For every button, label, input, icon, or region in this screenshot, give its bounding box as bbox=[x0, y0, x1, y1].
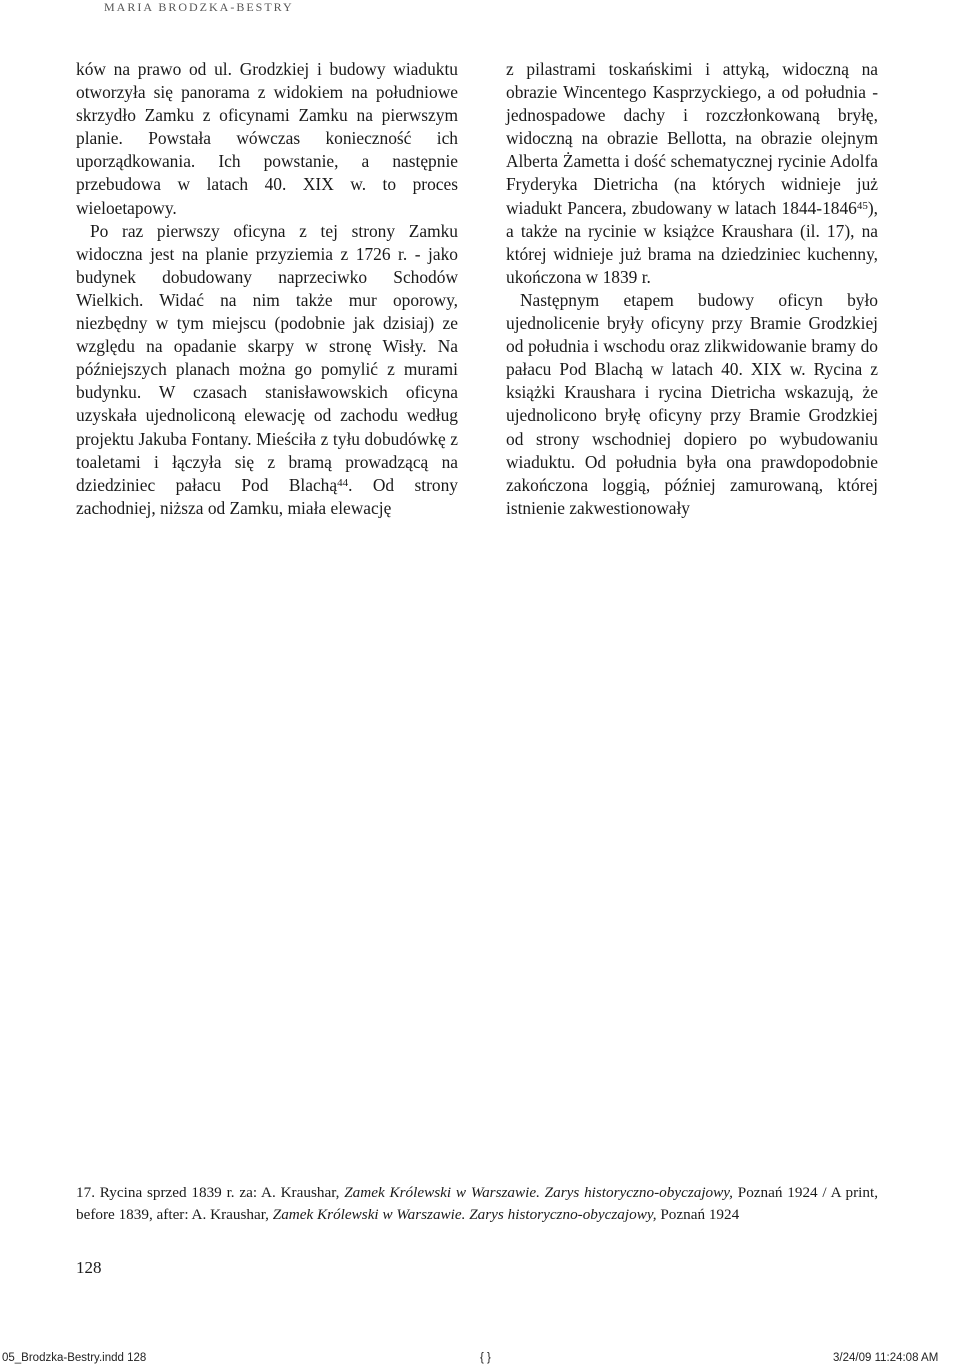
slug-mark: { } bbox=[480, 1352, 491, 1364]
paragraph-text: z pilastrami toskańskimi i attyką, widoczną na obrazie Wincentego Kasprzyckiego, a od południa - jednospadowe dachy i rozczłonkowaną bryłę, widoczną na obrazie Bellotta, na obrazie olejnym Alberta Żametta i dość schematycznej rycinie Adolfa Fryderyka Dietricha (na których widnieje już wiadukt Pancera, zbudowany w latach 1844-1846 bbox=[506, 59, 878, 218]
print-slug bbox=[0, 1352, 960, 1369]
caption-text: 17. Rycina sprzed 1839 r. za: A. Kraushar, bbox=[76, 1184, 345, 1201]
paragraph: ków na prawo od ul. Grodzkiej i budowy wiaduktu otworzyła się panorama z widokiem na południowe skrzydło Zamku z oficynami Zamku na pierwszym planie. Powstała wówczas konieczność ich uporządkowania. Ich powstanie, a następnie przebudowa w latach 40. XIX w. to proces wieloetapowy. bbox=[76, 59, 458, 218]
left-column bbox=[76, 58, 458, 520]
paragraph bbox=[506, 58, 878, 289]
slug-filename: 05_Brodzka-Bestry.indd 128 bbox=[2, 1352, 147, 1364]
figure-caption bbox=[76, 1182, 878, 1226]
caption-title: Zamek Królewski w Warszawie. Zarys historyczno-obyczajowy, bbox=[272, 1206, 657, 1223]
page-number: 128 bbox=[76, 1258, 102, 1277]
right-column bbox=[506, 58, 878, 520]
caption-title: Zamek Królewski w Warszawie. Zarys historyczno-obyczajowy, bbox=[344, 1184, 733, 1201]
running-head: MARIA BRODZKA-BESTRY bbox=[104, 0, 294, 14]
footnote-ref: 44 bbox=[337, 476, 349, 489]
caption-text: Poznań 1924 / A print, before 1839, after: A. Kraushar, bbox=[76, 1184, 878, 1223]
footnote-ref: 45 bbox=[856, 199, 868, 212]
slug-timestamp: 3/24/09 11:24:08 AM bbox=[833, 1352, 939, 1364]
paragraph: Następnym etapem budowy oficyn było ujednolicenie bryły oficyny przy Bramie Grodzkiej od południa i wschodu oraz zlikwidowanie bramy do pałacu Pod Blachą w latach 40. XIX w. Rycina z książki Kraushara i rycina Dietricha wskazują, że ujednolicono bryłę oficyny przy Bramie Grodzkiej od strony wschodniej dopiero po wybudowaniu wiaduktu. Od południa była ona prawdopodobnie zakończona loggią, później zamurowaną, której istnienie zakwestionowały bbox=[506, 289, 878, 518]
paragraph-text: ), a także na rycinie w książce Kraushara (il. 17), na której widnieje już brama na dziedziniec kuchenny, ukończona w 1839 r. bbox=[506, 197, 878, 287]
paragraph-text: . Od strony zachodniej, niższa od Zamku, miała elewację bbox=[76, 474, 458, 518]
caption-text: Poznań 1924 bbox=[656, 1206, 740, 1223]
paragraph-text: Po raz pierwszy oficyna z tej strony Zamku widoczna jest na planie przyziemia z 1726 r. - jako budynek dobudowany naprzeciwko Schodów Wielkich. Widać na nim także mur oporowy, niezbędny w tym miejscu (podobnie jak dzisiaj) ze względu na opadanie skarpy w stronę Wisły. Na późniejszych planach można go pomylić z murami budynku. W czasach stanisławowskich oficyna uzyskała ujednoliconą elewację od zachodu według projektu Jakuba Fontany. Mieściła z tyłu dobudówkę z toaletami i łączyła się z bramą prowadzącą na dziedziniec pałacu Pod Blachą bbox=[76, 220, 458, 495]
paragraph bbox=[76, 220, 458, 520]
